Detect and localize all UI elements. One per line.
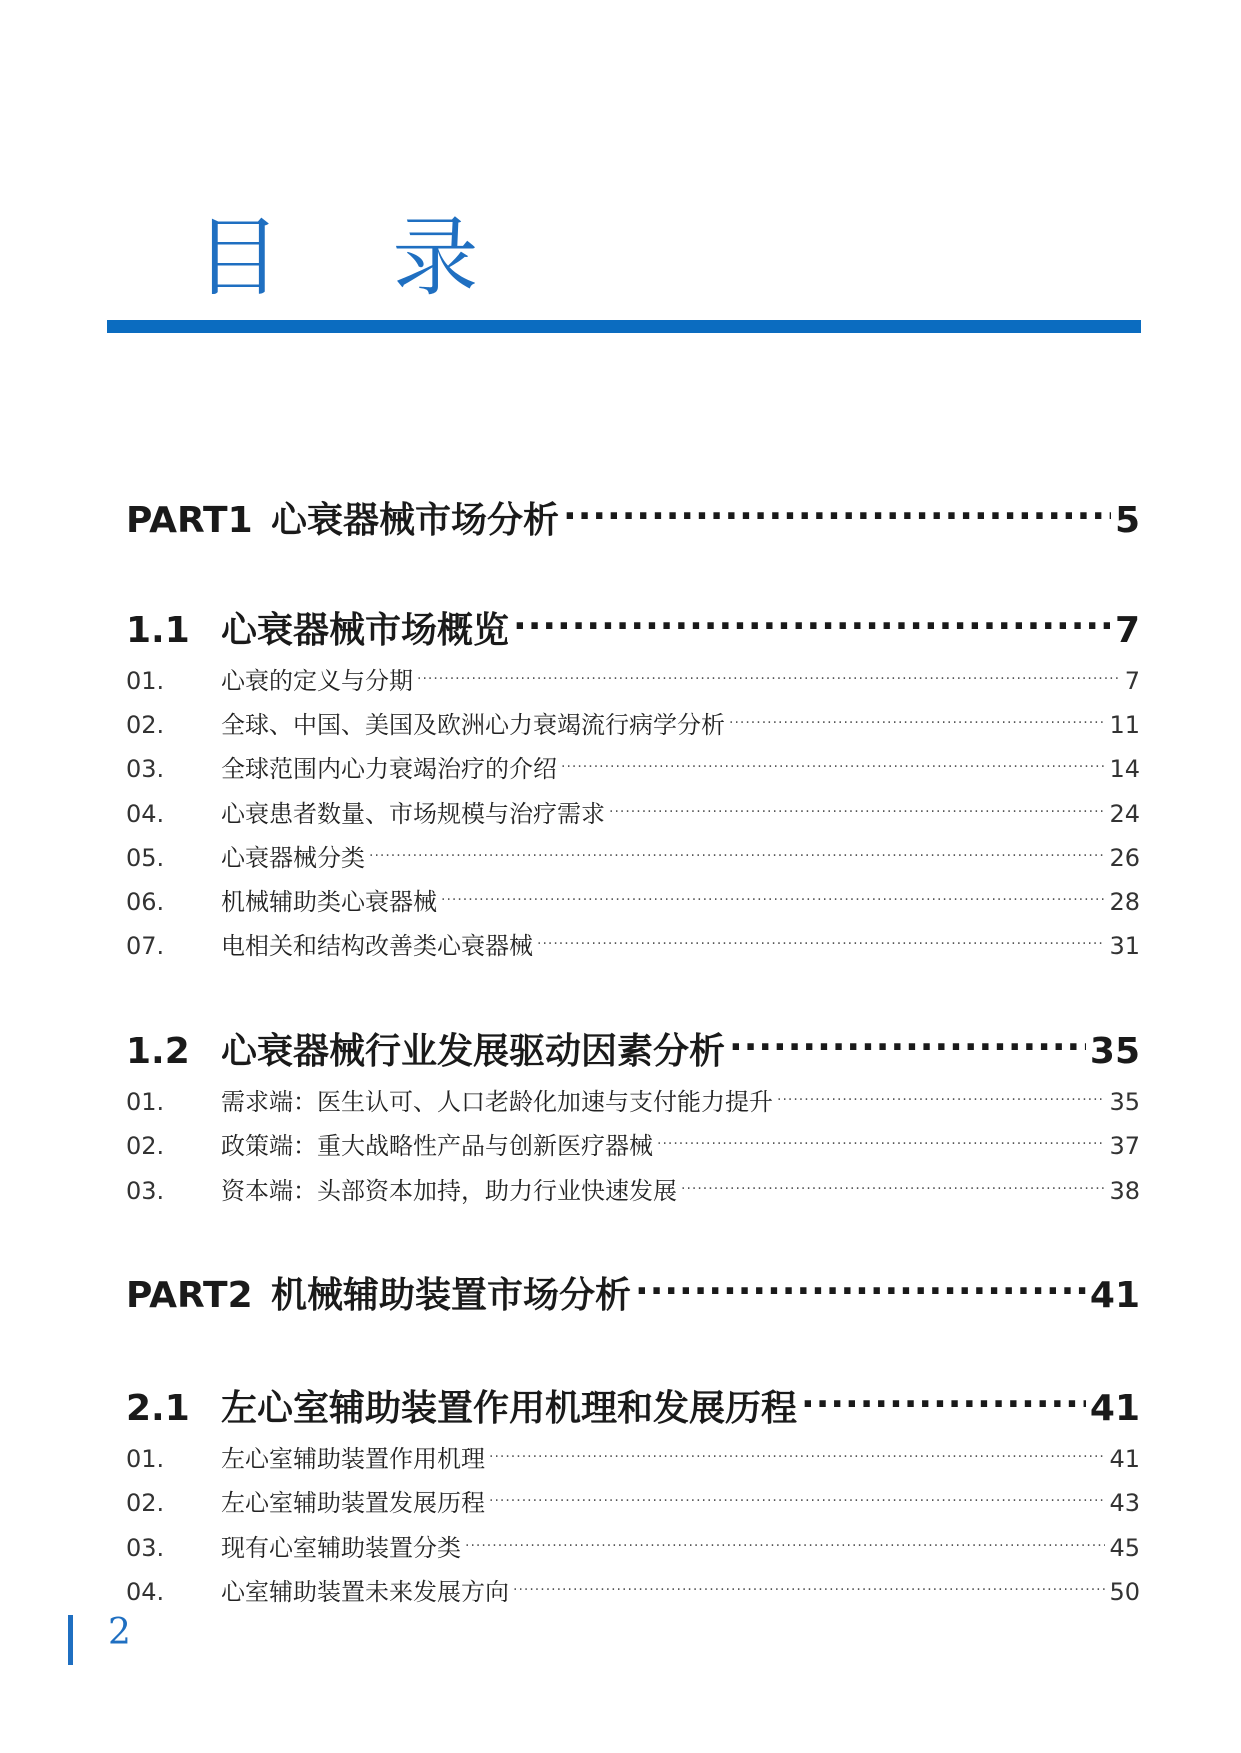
- toc-number: 1.1: [126, 610, 190, 651]
- toc-number: PART2: [126, 1275, 253, 1316]
- toc-number: 02.: [126, 1489, 165, 1517]
- toc-number: 1.2: [126, 1031, 190, 1072]
- toc-leader-dots: [609, 788, 1105, 822]
- toc-label: 左心室辅助装置作用机理和发展历程: [221, 1388, 798, 1429]
- footer-accent-bar: [68, 1615, 73, 1665]
- toc-item[interactable]: [126, 1165, 1140, 1205]
- page-title: 目 录: [195, 208, 521, 308]
- toc-page: 31: [1109, 932, 1140, 960]
- toc-page: 35: [1089, 1031, 1140, 1072]
- toc-number: 07.: [126, 932, 165, 960]
- toc-label: 心衰的定义与分期: [221, 667, 413, 695]
- toc-label: 左心室辅助装置发展历程: [221, 1489, 485, 1517]
- toc-leader-dots: [681, 1165, 1105, 1199]
- toc-item[interactable]: [126, 1522, 1140, 1562]
- toc-leader-dots: [801, 1370, 1086, 1420]
- toc-label: 心室辅助装置未来发展方向: [221, 1578, 509, 1606]
- toc-page: 38: [1109, 1177, 1140, 1205]
- toc-page: 37: [1109, 1132, 1140, 1160]
- toc-leader-dots: [777, 1076, 1105, 1110]
- toc-page: 41: [1089, 1275, 1140, 1316]
- toc-leader-dots: [513, 592, 1111, 642]
- toc-leader-dots: [489, 1433, 1105, 1467]
- toc-item[interactable]: [126, 1076, 1140, 1116]
- toc-label: 需求端：医生认可、人口老龄化加速与支付能力提升: [221, 1088, 773, 1116]
- toc-leader-dots: [489, 1477, 1105, 1511]
- toc-label: 政策端：重大战略性产品与创新医疗器械: [221, 1132, 653, 1160]
- toc-leader-dots: [369, 832, 1105, 866]
- toc-number: 01.: [126, 1445, 165, 1473]
- toc-section-2-1[interactable]: [126, 1370, 1140, 1429]
- toc-number: 04.: [126, 1578, 165, 1606]
- toc-page: 35: [1109, 1088, 1140, 1116]
- toc-number: 05.: [126, 844, 165, 872]
- toc-number: 06.: [126, 888, 165, 916]
- toc-part-1[interactable]: [126, 482, 1140, 541]
- toc-page: 26: [1109, 844, 1140, 872]
- toc-item[interactable]: [126, 655, 1140, 695]
- toc-page: 45: [1109, 1534, 1140, 1562]
- footer-page-number: 2: [108, 1612, 131, 1653]
- toc-leader-dots: [563, 482, 1111, 532]
- toc-page: 7: [1124, 667, 1140, 695]
- toc-number: 01.: [126, 667, 165, 695]
- toc-item[interactable]: [126, 832, 1140, 872]
- toc-number: PART1: [126, 500, 253, 541]
- toc-page: 11: [1109, 711, 1140, 739]
- toc-number: 03.: [126, 1534, 165, 1562]
- toc-item[interactable]: [126, 1433, 1140, 1473]
- toc-number: 01.: [126, 1088, 165, 1116]
- toc-item[interactable]: [126, 1477, 1140, 1517]
- toc-leader-dots: [729, 1013, 1086, 1063]
- toc-page: 5: [1114, 500, 1140, 541]
- toc-item[interactable]: [126, 920, 1140, 960]
- toc-number: 02.: [126, 1132, 165, 1160]
- toc-page: 28: [1109, 888, 1140, 916]
- toc-label: 心衰患者数量、市场规模与治疗需求: [221, 800, 605, 828]
- toc-section-1-2[interactable]: [126, 1013, 1140, 1072]
- toc-label: 心衰器械行业发展驱动因素分析: [221, 1031, 726, 1072]
- toc-section-1-1[interactable]: [126, 592, 1140, 651]
- toc-page: 41: [1089, 1388, 1140, 1429]
- toc-number: 2.1: [126, 1388, 190, 1429]
- toc-number: 02.: [126, 711, 165, 739]
- toc-page: 41: [1109, 1445, 1140, 1473]
- toc-label: 现有心室辅助装置分类: [221, 1534, 461, 1562]
- toc-label: 心衰器械分类: [221, 844, 365, 872]
- toc-page: 7: [1114, 610, 1140, 651]
- toc-label: 心衰器械市场概览: [221, 610, 510, 651]
- toc-number: 03.: [126, 755, 165, 783]
- toc-item[interactable]: [126, 1120, 1140, 1160]
- toc-item[interactable]: [126, 699, 1140, 739]
- toc-leader-dots: [537, 920, 1105, 954]
- toc-item[interactable]: [126, 876, 1140, 916]
- toc-leader-dots: [729, 699, 1105, 733]
- toc-leader-dots: [635, 1257, 1086, 1307]
- toc-number: 03.: [126, 1177, 165, 1205]
- toc-number: 04.: [126, 800, 165, 828]
- toc-leader-dots: [657, 1120, 1105, 1154]
- toc-label: 电相关和结构改善类心衰器械: [221, 932, 533, 960]
- toc-part-2[interactable]: [126, 1257, 1140, 1316]
- toc-page: 50: [1109, 1578, 1140, 1606]
- toc-item[interactable]: [126, 788, 1140, 828]
- toc-page: 43: [1109, 1489, 1140, 1517]
- toc-label: 左心室辅助装置作用机理: [221, 1445, 485, 1473]
- toc-page: 24: [1109, 800, 1140, 828]
- toc-label: 心衰器械市场分析: [271, 500, 560, 541]
- toc-leader-dots: [513, 1566, 1105, 1600]
- toc-leader-dots: [441, 876, 1105, 910]
- toc-item[interactable]: [126, 743, 1140, 783]
- title-divider: [107, 320, 1141, 333]
- toc-leader-dots: [417, 655, 1121, 689]
- toc-item[interactable]: [126, 1566, 1140, 1606]
- toc-leader-dots: [465, 1522, 1105, 1556]
- toc-page: 14: [1109, 755, 1140, 783]
- toc-label: 全球、中国、美国及欧洲心力衰竭流行病学分析: [221, 711, 725, 739]
- toc-leader-dots: [561, 743, 1105, 777]
- toc-label: 机械辅助类心衰器械: [221, 888, 437, 916]
- toc-label: 机械辅助装置市场分析: [271, 1275, 632, 1316]
- toc-label: 全球范围内心力衰竭治疗的介绍: [221, 755, 557, 783]
- toc-label: 资本端：头部资本加持，助力行业快速发展: [221, 1177, 677, 1205]
